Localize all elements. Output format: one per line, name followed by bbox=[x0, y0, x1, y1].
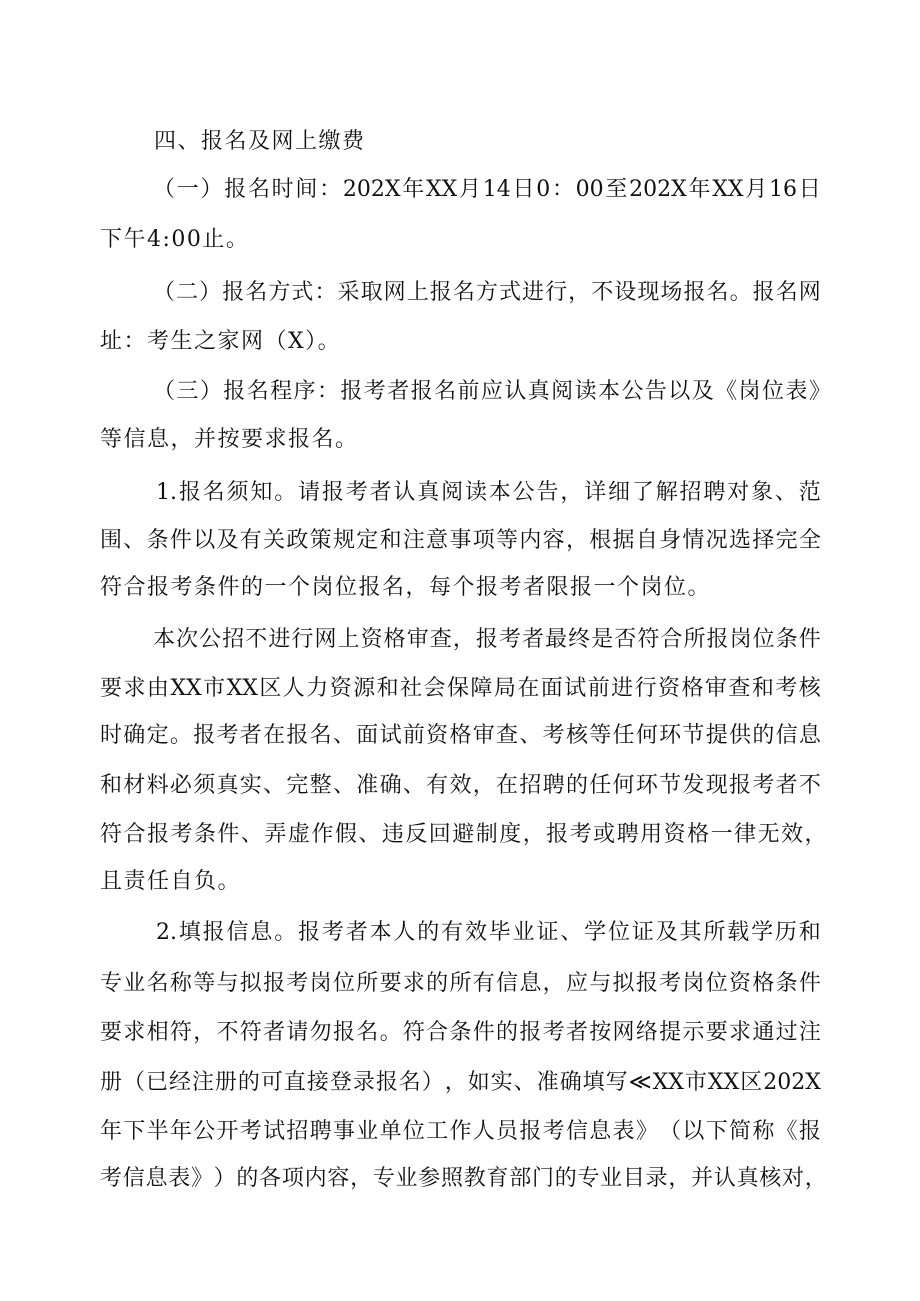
paragraph-line: 要 求 由 XX 市 XX 区 人 力 资 源 和 社 会 保 障 局 在 面 试 前 进 行 资 格 审 查 和 考 核 bbox=[100, 676, 821, 701]
paragraph-line: 1. 报 名 须 知 。 请 报 考 者 认 真 阅 读 本 公 告 ， 详 细 了 解 招 聘 对 象 、 范 bbox=[156, 480, 821, 505]
paragraph-line: （ 二 ） 报 名 方 式 ： 采 取 网 上 报 名 方 式 进 行 ， 不 设 现 场 报 名 。 报 名 网 bbox=[153, 280, 821, 305]
paragraph-line: 址：考生之家网（X）。 bbox=[100, 329, 342, 354]
paragraph-line: 符 合 报 考 条 件 、 弄 虚 作 假 、 违 反 回 避 制 度 ， 报 考 或 聘 用 资 格 一 律 无 效 ， bbox=[100, 822, 827, 847]
paragraph-line: 且责任自负。 bbox=[100, 869, 242, 894]
paragraph-line: 符合报考条件的一个岗位报名，每个报考者限报一个岗位。 bbox=[100, 575, 712, 600]
paragraph-line: 围 、 条 件 以 及 有 关 政 策 规 定 和 注 意 事 项 等 内 容 ， 根 据 自 身 情 况 选 择 完 全 bbox=[100, 528, 821, 553]
paragraph-line: 册 （ 已 经 注 册 的 可 直 接 登 录 报 名 ） ， 如 实 、 准 确 填 写 ≪ XX 市 XX 区 202X bbox=[100, 1070, 821, 1095]
paragraph-line: 本 次 公 招 不 进 行 网 上 资 格 审 查 ， 报 考 者 最 终 是 否 符 合 所 报 岗 位 条 件 bbox=[153, 627, 821, 652]
paragraph-line: 考 信 息 表 》 ） 的 各 项 内 容 ， 专 业 参 照 教 育 部 门 的 专 业 目 录 ， 并 认 真 核 对 ， bbox=[100, 1166, 827, 1191]
paragraph-line: 2. 填 报 信 息 。 报 考 者 本 人 的 有 效 毕 业 证 、 学 位 证 及 其 所 载 学 历 和 bbox=[156, 920, 821, 945]
paragraph-line: （ 一 ） 报 名 时 间 ： 202X 年 XX 月 14 日 0 ： 00 至 202X 年 XX 月 16 日 bbox=[153, 177, 821, 202]
paragraph-line: （ 三 ） 报 名 程 序 ： 报 考 者 报 名 前 应 认 真 阅 读 本 公 告 以 及 《 岗 位 表 》 bbox=[153, 379, 831, 404]
paragraph-line: 下午4:00止。 bbox=[100, 227, 250, 252]
paragraph-line: 专 业 名 称 等 与 拟 报 考 岗 位 所 要 求 的 所 有 信 息 ， 应 与 拟 报 考 岗 位 资 格 条 件 bbox=[100, 971, 821, 996]
section-heading: 四、报名及网上缴费 bbox=[154, 129, 366, 154]
paragraph-line: 和 材 料 必 须 真 实 、 完 整 、 准 确 、 有 效 ， 在 招 聘 的 任 何 环 节 发 现 报 考 者 不 bbox=[100, 773, 821, 798]
paragraph-line: 年 下 半 年 公 开 考 试 招 聘 事 业 单 位 工 作 人 员 报 考 信 息 表 》 （ 以 下 简 称 《 报 bbox=[100, 1119, 821, 1144]
paragraph-line: 时 确 定 。 报 考 者 在 报 名 、 面 试 前 资 格 审 查 、 考 核 等 任 何 环 节 提 供 的 信 息 bbox=[100, 723, 821, 748]
paragraph-line: 等信息，并按要求报名。 bbox=[100, 427, 359, 452]
paragraph-line: 要 求 相 符 ， 不 符 者 请 勿 报 名 。 符 合 条 件 的 报 考 者 按 网 络 提 示 要 求 通 过 注 bbox=[100, 1020, 821, 1045]
